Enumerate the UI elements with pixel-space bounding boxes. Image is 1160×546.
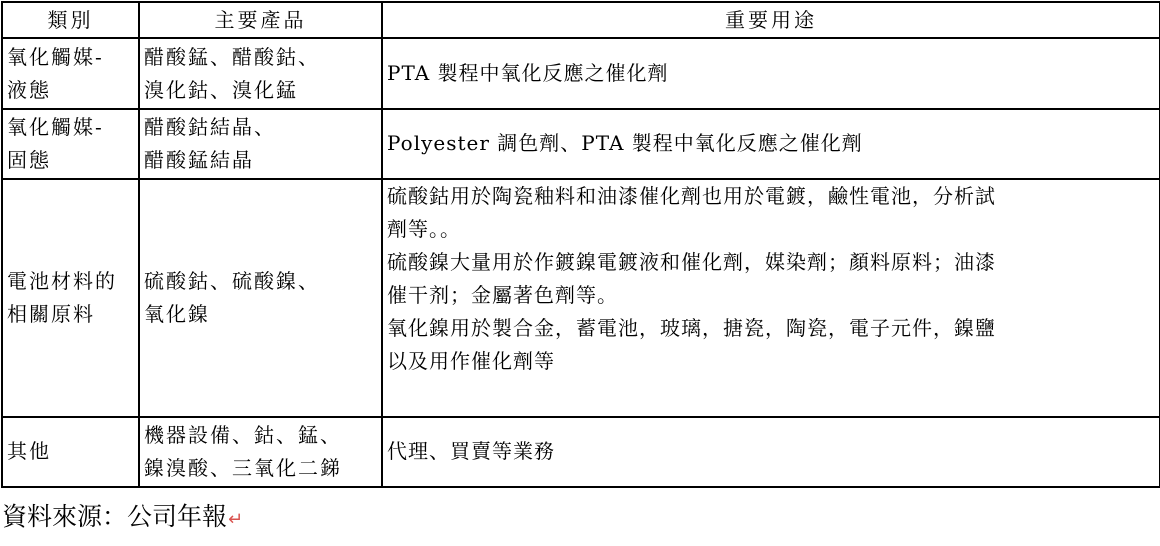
- cell-line: 固態: [7, 147, 51, 172]
- cell-line: Polyester 調色劑、PTA 製程中氧化反應之催化劑: [387, 131, 863, 156]
- cell-line: 電池材料的: [7, 268, 117, 293]
- products-cell: [139, 38, 382, 108]
- header-uses: 重要用途: [382, 2, 1160, 38]
- category-cell: [2, 38, 139, 108]
- cell-line: 相關原料: [7, 301, 95, 326]
- source-note: [2, 495, 243, 542]
- header-products: 主要產品: [139, 2, 382, 38]
- cell-line: 催干剂；金屬著色劑等。: [387, 283, 618, 308]
- source-text: 資料來源：公司年報: [2, 502, 228, 531]
- cell-line: 氧化觸媒-: [7, 114, 104, 139]
- cell-line: 劑等。。: [387, 217, 461, 242]
- products-cell: [139, 109, 382, 179]
- uses-cell: [382, 179, 1160, 416]
- cell-line: 其他: [7, 439, 51, 464]
- cell-line: 機器設備、鈷、錳、: [144, 422, 342, 447]
- uses-cell: [382, 109, 1160, 179]
- cell-line: 氧化鎳用於製合金，蓄電池，玻璃，搪瓷，陶瓷，電子元件，鎳鹽: [387, 316, 996, 341]
- cell-line: 氧化鎳: [144, 301, 210, 326]
- uses-cell: [382, 417, 1160, 487]
- products-cell: [139, 417, 382, 487]
- header-category: 類別: [2, 2, 139, 38]
- uses-cell: [382, 38, 1160, 108]
- category-cell: [2, 179, 139, 416]
- category-cell: [2, 109, 139, 179]
- cell-line: 硫酸鈷、硫酸鎳、: [144, 268, 320, 293]
- cell-line: 醋酸錳結晶: [144, 147, 254, 172]
- return-mark-icon: ↵: [228, 509, 244, 530]
- table-row: [2, 417, 1160, 487]
- table-header-row: [2, 2, 1160, 38]
- table-row: [2, 179, 1160, 416]
- cell-line: 醋酸錳、醋酸鈷、: [144, 44, 320, 69]
- cell-line: 液態: [7, 77, 51, 102]
- cell-line: PTA 製程中氧化反應之催化劑: [387, 61, 669, 85]
- cell-line: 鎳溴酸、三氧化二銻: [144, 455, 342, 480]
- products-cell: [139, 179, 382, 416]
- table-row: [2, 38, 1160, 108]
- cell-line: 醋酸鈷結晶、: [144, 114, 276, 139]
- cell-line: 硫酸鎳大量用於作鍍鎳電鍍液和催化劑，媒染劑；顏料原料；油漆: [387, 250, 996, 275]
- cell-line: 以及用作催化劑等: [387, 349, 555, 374]
- cell-line: 氧化觸媒-: [7, 44, 104, 69]
- product-table: [1, 1, 1160, 488]
- cell-line: 代理、買賣等業務: [387, 439, 555, 464]
- table-row: [2, 109, 1160, 179]
- cell-line: 溴化鈷、溴化錳: [144, 77, 298, 102]
- cell-line: 硫酸鈷用於陶瓷釉料和油漆催化劑也用於電鍍，鹼性電池，分析試: [387, 184, 996, 209]
- category-cell: [2, 417, 139, 487]
